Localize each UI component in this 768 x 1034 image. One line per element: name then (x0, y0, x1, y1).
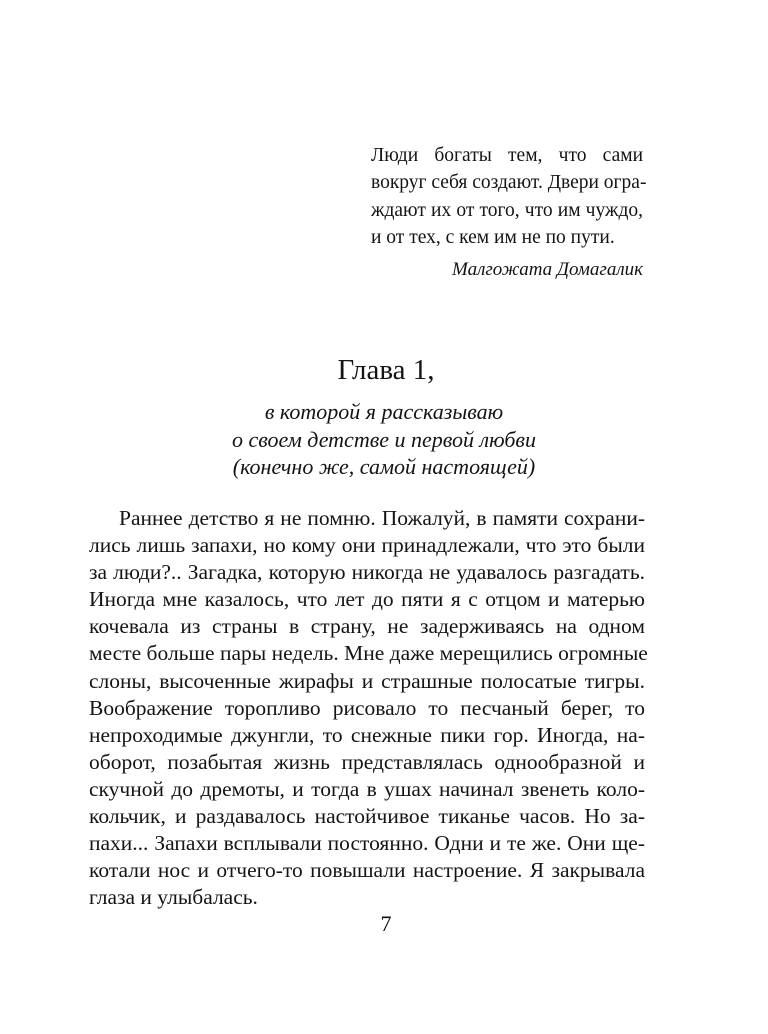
chapter-subtitle-line: о своем детстве и первой любви (232, 426, 536, 452)
body-line: за люди?.. Загадка, которую никогда не удавалось разгадать. (89, 560, 645, 585)
epigraph-line: вокруг себя создают. Двери огра- (371, 172, 647, 194)
body-line: Воображение торопливо рисовало то песчаный берег, то (89, 695, 645, 720)
body-line: непроходимые джунгли, то снежные пики гор. Иногда, на- (89, 722, 645, 747)
body-line: скучной до дремоты, и тогда в ушах начинал звенеть коло- (89, 776, 645, 801)
body-line: котали нос и отчего-то повышали настроение. Я закрывала (89, 858, 645, 883)
body-paragraph (89, 505, 648, 911)
epigraph (371, 142, 647, 283)
epigraph-line: ждают их от того, что им чуждо, (371, 199, 643, 221)
body-line: глаза и улыбалась. (89, 885, 258, 910)
epigraph-line: Люди богаты тем, что сами (371, 145, 643, 166)
body-line: слоны, высоченные жирафы и страшные полосатые тигры. (89, 668, 645, 693)
body-line: Иногда мне казалось, что лет до пяти я с отцом и матерью (89, 587, 645, 612)
body-line: месте больше пары недель. Мне даже мерещились огромные (89, 641, 648, 666)
chapter-subtitle-line: в которой я рассказываю (264, 399, 504, 424)
epigraph-author: Малгожата Домагалик (452, 259, 643, 281)
body-line: кочевала из страны в страну, не задерживаясь на одном (89, 614, 645, 639)
chapter-subtitle (0, 398, 768, 481)
body-line: лись лишь запахи, но кому они принадлежали, что это были (89, 533, 645, 558)
body-line: кольчик, и раздавалось настойчивое тиканье часов. Но за- (89, 804, 645, 829)
body-line: оборот, позабытая жизнь представлялась однообразной и (89, 749, 645, 774)
epigraph-line: и от тех, с кем им не по пути. (371, 226, 615, 248)
body-line: пахи... Запахи всплывали постоянно. Одни и те же. Они ще- (89, 831, 645, 856)
body-line: Раннее детство я не помню. Пожалуй, в памяти сохрани- (119, 506, 645, 530)
chapter-title: Глава 1, (337, 354, 435, 386)
chapter-subtitle-line: (конечно же, самой настоящей) (232, 454, 536, 479)
page-number: 7 (380, 911, 392, 936)
